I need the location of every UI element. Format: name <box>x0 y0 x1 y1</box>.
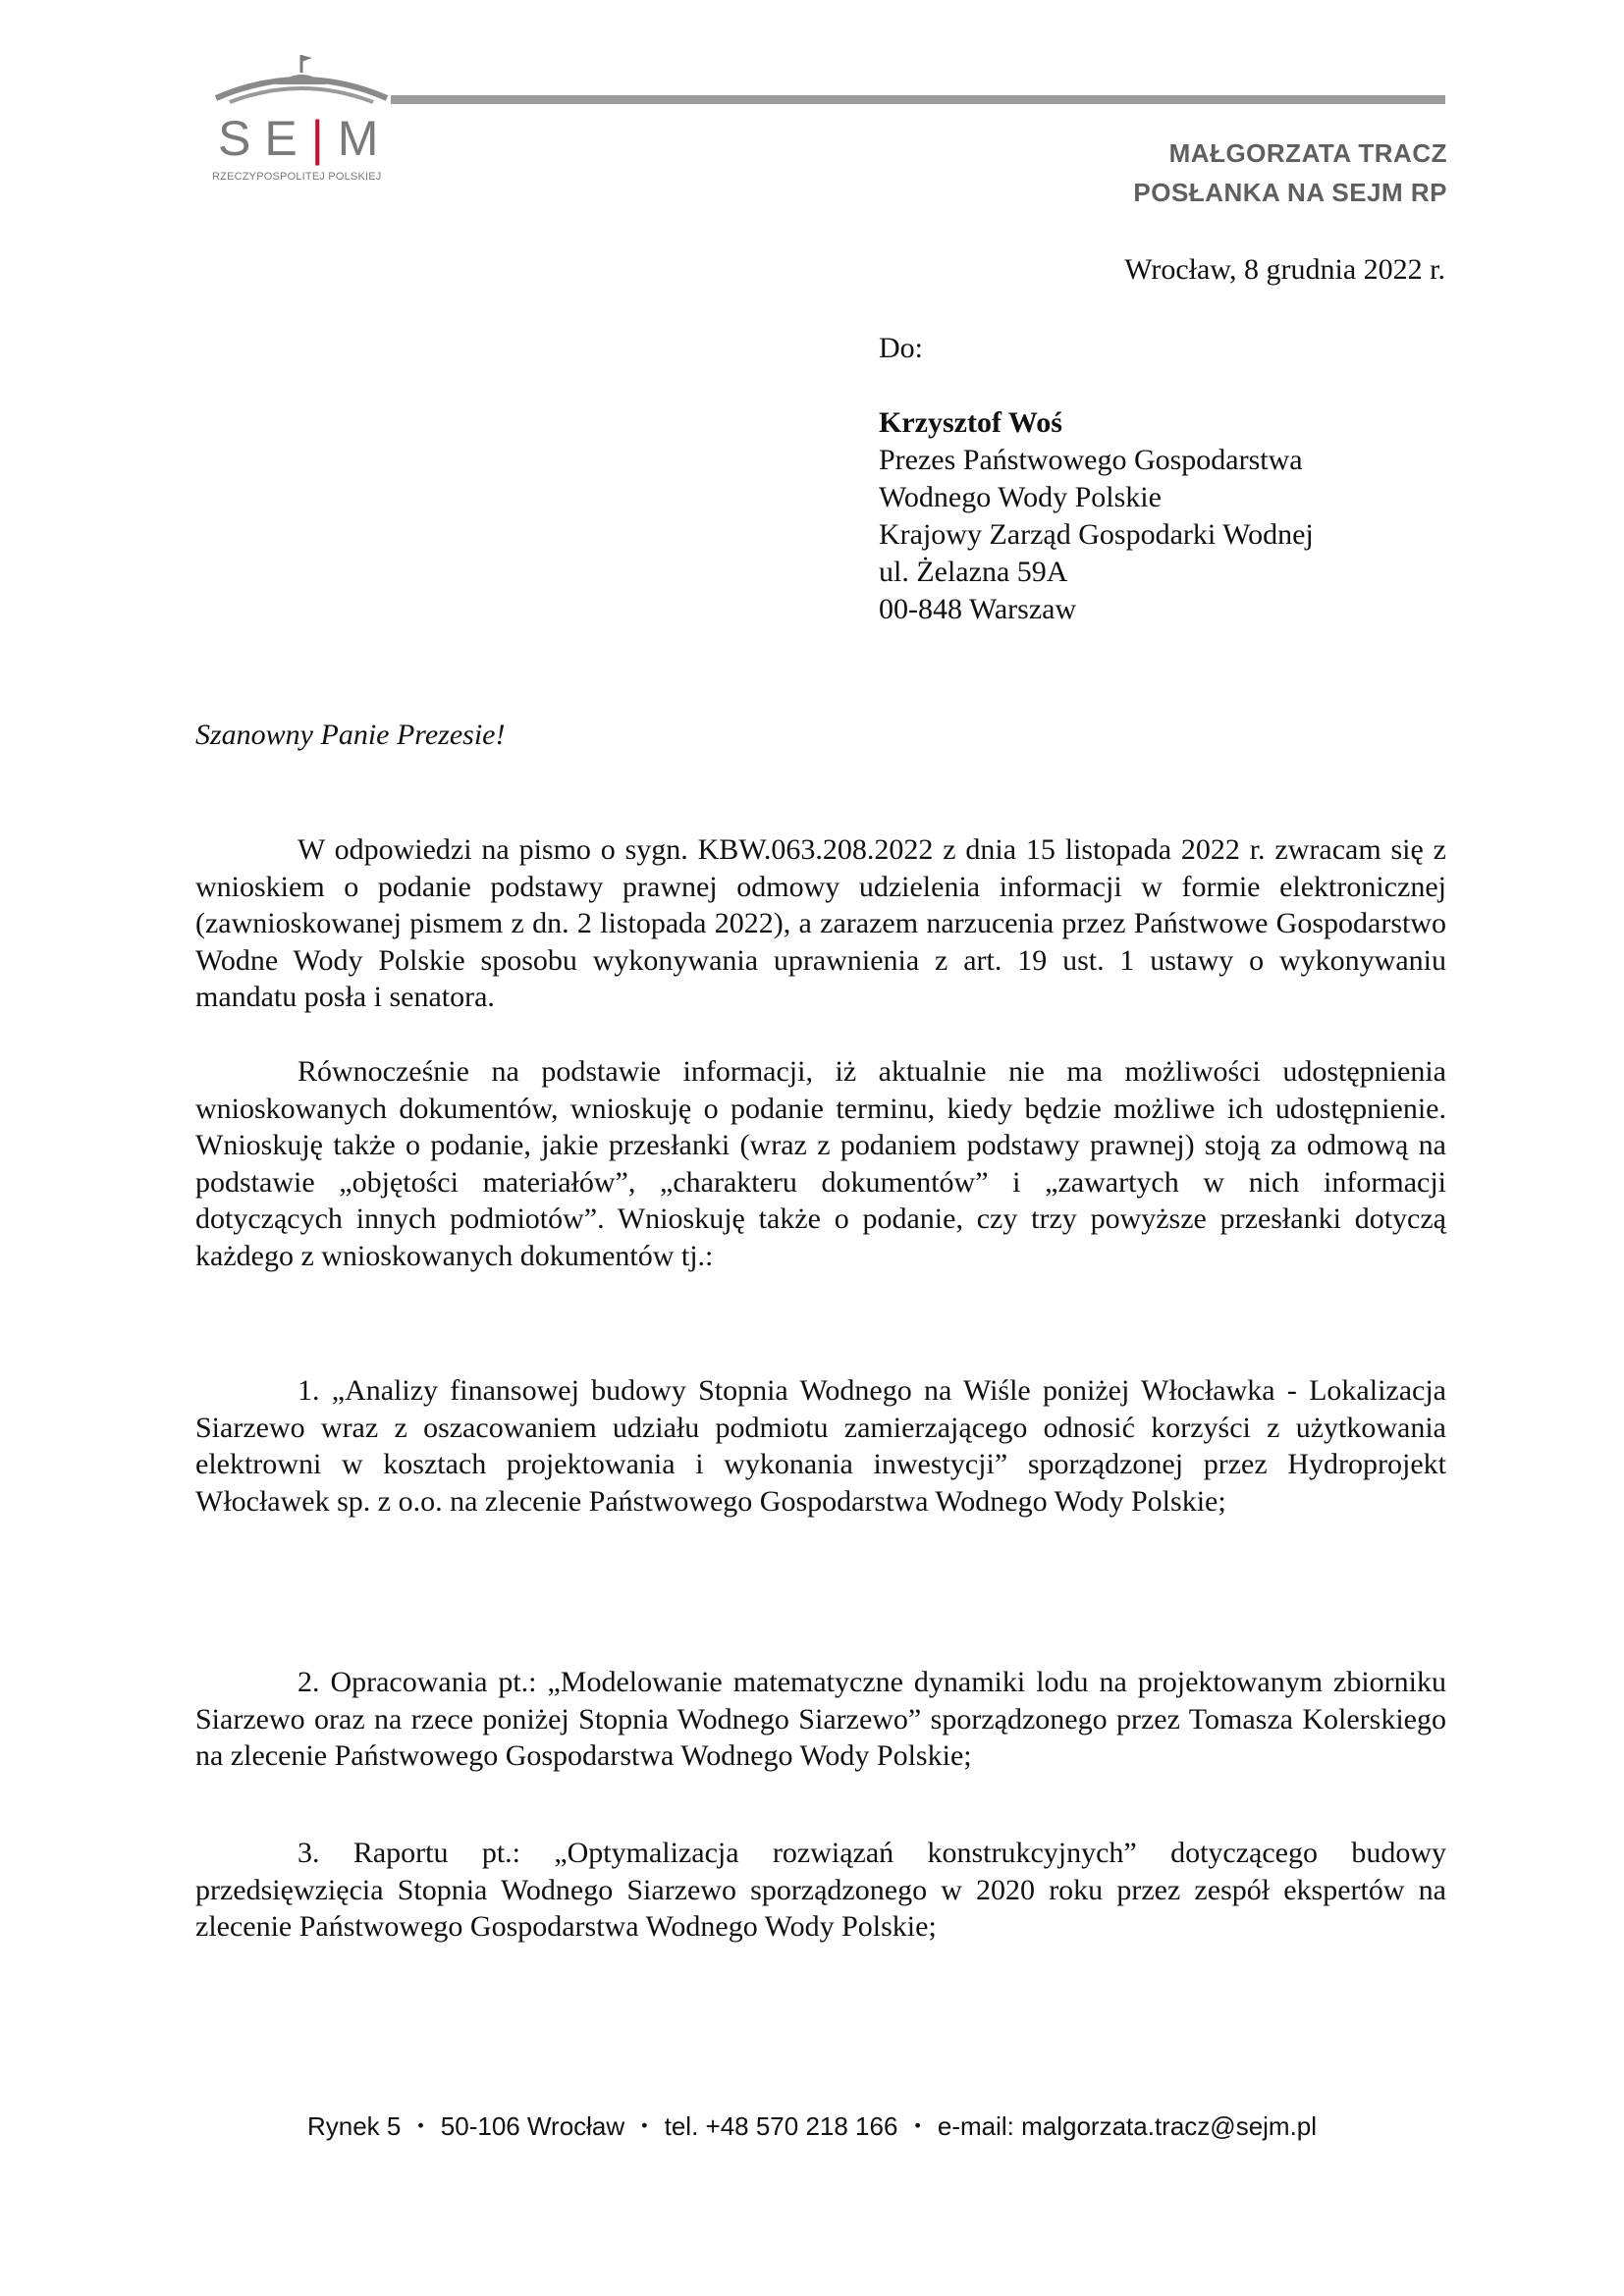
logo-wordmark: SE|M <box>218 111 393 166</box>
recipient-line: 00-848 Warszaw <box>879 593 1077 625</box>
mp-name: MAŁGORZATA TRACZ <box>1168 138 1447 168</box>
sejm-logo <box>208 51 395 188</box>
list-item <box>195 1372 1446 1520</box>
list-item-text: 2. Opracowania pt.: „Modelowanie matematyczne dynamiki lodu na projektowanym zbiorniku Siarzewo oraz na rzece poniżej Stopnia Wodnego Siarzewo” sporządzonego przez Tomasza Kolerskiego na zlecenie Państwowego Gospodarstwa Wodnego Wody Polskie; <box>195 1666 1446 1772</box>
salutation: Szanowny Panie Prezesie! <box>195 719 506 751</box>
list-item <box>195 1664 1446 1775</box>
recipient-line: ul. Żelazna 59A <box>879 556 1068 588</box>
recipient-line: Krajowy Zarząd Gospodarki Wodnej <box>879 518 1314 551</box>
letter-date: Wrocław, 8 grudnia 2022 r. <box>1124 253 1445 286</box>
header-rule <box>391 95 1445 104</box>
recipient-block <box>879 330 1314 628</box>
body-paragraph <box>195 1053 1446 1274</box>
logo-subtext: RZECZYPOSPOLITEJ POLSKIEJ <box>212 171 382 183</box>
recipient-name: Krzysztof Woś <box>879 406 1062 439</box>
recipient-label: Do: <box>879 332 923 364</box>
mp-header <box>1133 133 1447 212</box>
footer-contact: Rynek 5 ・ 50-106 Wrocław ・ tel. +48 570 218 166 ・ e-mail: malgorzata.tracz@sejm.pl <box>306 2111 1318 2141</box>
mp-title: POSŁANKA NA SEJM RP <box>1133 178 1447 207</box>
list-item-text: 1. „Analizy finansowej budowy Stopnia Wodnego na Wiśle poniżej Włocławka - Lokalizacja Siarzewo wraz z oszacowaniem udziału podmiotu zamierzającego odnosić korzyści z użytkowania elektrowni w kosztach projektowania i wykonania inwestycji” sporządzonej przez Hydroprojekt Włocławek sp. z o.o. na zlecenie Państwowego Gospodarstwa Wodnego Wody Polskie; <box>195 1374 1446 1518</box>
recipient-line: Wodnego Wody Polskie <box>879 481 1162 513</box>
list-item-text: 3. Raportu pt.: „Optymalizacja rozwiązań konstrukcyjnych” dotyczącego budowy przedsięwzięcia Stopnia Wodnego Siarzewo sporządzonego w 2020 roku przez zespół ekspertów na zlecenie Państwowego Gospodarstwa Wodnego Wody Polskie; <box>195 1837 1446 1943</box>
recipient-line: Prezes Państwowego Gospodarstwa <box>879 444 1303 476</box>
body-paragraph <box>195 831 1446 1016</box>
list-item <box>195 1835 1446 1946</box>
paragraph-text: W odpowiedzi na pismo o sygn. KBW.063.208.2022 z dnia 15 listopada 2022 r. zwracam się z wnioskiem o podanie podstawy prawnej odmowy udzielenia informacji w formie elektronicznej (zawnioskowanej pismem z dn. 2 listopada 2022), a zarazem narzucenia przez Państwowe Gospodarstwo Wodne Wody Polskie sposobu wykonywania uprawnienia z art. 19 ust. 1 ustawy o wykonywaniu mandatu posła i senatora. <box>195 833 1446 1013</box>
paragraph-text: Równocześnie na podstawie informacji, iż aktualnie nie ma możliwości udostępnienia wnioskowanych dokumentów, wnioskuję o podanie terminu, kiedy będzie możliwe ich udostępnienie. Wnioskuję także o podanie, jakie przesłanki (wraz z podaniem podstawy prawnej) stoją za odmową na podstawie „objętości materiałów”, „charakteru dokumentów” i „zawartych w nich informacji dotyczących innych podmiotów”. Wnioskuję także o podanie, czy trzy powyższe przesłanki dotyczą każdego z wnioskowanych dokumentów tj.: <box>195 1055 1446 1272</box>
